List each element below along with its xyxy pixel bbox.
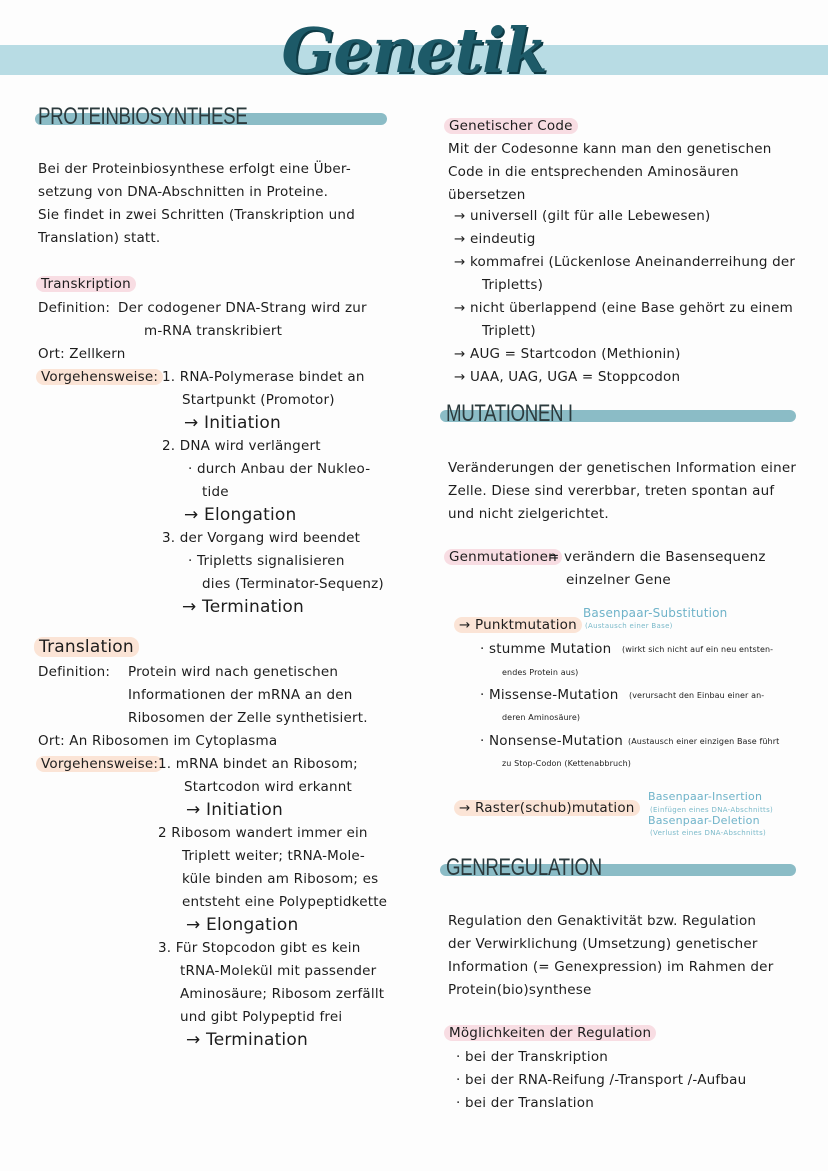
genmutationen-definition: = verändern die Basensequenz einzelner Gene [548,549,766,588]
stumme-note: (wirkt sich nicht auf ein neu entsten- [622,645,774,654]
vorgehensweise-label: Vorgehensweise: [36,366,163,389]
section-title-proteinbiosynthese: PROTEINBIOSYNTHESE [38,103,248,130]
intro-paragraph: Bei der Proteinbiosynthese erfolgt eine Über- setzung von DNA-Abschnitten in Proteine. Sie findet in zwei Schritten (Transkription und Translation) statt. [38,161,355,246]
mutation-text: Veränderungen der genetischen Information einer Zelle. Diese sind vererbbar, treten spontan auf und nicht zielgerichtet. [448,460,797,522]
genmutationen-label: Genmutationen [444,546,562,569]
code-properties-list: → universell (gilt für alle Lebewesen) → eindeutig → kommafrei (Lückenlose Aneinanderreihung der Tripletts) → nicht überlappend (eine Base gehört zu einem Triplett) → AUG = Startcodon (Methionin) → UAA, UAG, UGA = Stoppcodon [454,208,796,385]
missense-note-2: deren Aminosäure) [502,713,581,722]
transkription-steps: 1. RNA-Polymerase bindet an Startpunkt (Promotor) → Initiation 2. DNA wird verlängert · durch Anbau der Nukleo- tide → Elongation 3. der Vorgang wird beendet · Tripletts signalisieren dies (Terminator-Sequenz) → Termination [162,369,384,617]
vorgehensweise-label: Vorgehensweise: [36,753,163,776]
punktmutation-label: → Punktmutation [454,614,582,637]
nonsense-note: (Austausch einer einzigen Base führt [628,737,780,746]
nonsense-note-2: zu Stop-Codon (Kettenabbruch) [502,759,632,768]
nonsense-mutation: · Nonsense-Mutation [480,733,624,749]
deletion-note: Basenpaar-Deletion [648,814,760,827]
definition-label: Definition: [38,664,111,680]
deletion-subnote: (Verlust eines DNA-Abschnitts) [650,829,767,837]
translation-definition: Protein wird nach genetischen Informationen der mRNA an den Ribosomen der Zelle synthetisiert. [128,664,368,726]
stumme-mutation: · stumme Mutation [480,641,612,657]
missense-mutation: · Missense-Mutation [480,687,619,703]
section-title-genregulation: GENREGULATION [446,854,602,881]
genregulation-text: Regulation den Genaktivität bzw. Regulation der Verwirklichung (Umsetzung) genetischer Information (= Genexpression) im Rahmen der Protein(bio)synthese [448,913,774,998]
definition-label: Definition: [38,300,111,316]
stumme-note-2: endes Protein aus) [502,668,579,677]
rasterschubmutation-label: → Raster(schub)mutation [454,797,640,820]
page-title: Genetik [281,14,547,87]
insertion-subnote: (Einfügen eines DNA-Abschnitts) [650,806,774,814]
regulation-list: · bei der Transkription · bei der RNA-Reifung /-Transport /-Aufbau · bei der Translation [456,1049,747,1111]
transkription-definition: Der codogener DNA-Strang wird zur m-RNA transkribiert [118,300,367,339]
regulation-possibilities-label: Möglichkeiten der Regulation [444,1022,656,1045]
ort-text: Ort: An Ribosomen im Cytoplasma [38,733,278,749]
ort-text: Ort: Zellkern [38,346,126,362]
translation-label: Translation [34,636,139,659]
transkription-label: Transkription [36,273,136,296]
substitution-note: Basenpaar-Substitution [583,606,728,620]
translation-steps: 1. mRNA bindet an Ribosom; Startcodon wird erkannt → Initiation 2 Ribosom wandert immer ein Triplett weiter; tRNA-Mole- küle binden am Ribosom; es entsteht eine Polypeptidkette → Elongation 3. Für Stopcodon gibt es kein tRNA-Molekül mit passender Aminosäure; Ribosom zerfällt und gibt Polypeptid frei → Termination [158,756,388,1050]
code-text: Mit der Codesonne kann man den genetischen Code in die entsprechenden Aminosäuren übersetzen [448,141,772,203]
insertion-note: Basenpaar-Insertion [648,790,763,803]
section-title-mutationen: MUTATIONEN I [446,400,573,427]
substitution-subnote: (Austausch einer Base) [585,622,673,630]
missense-note: (verursacht den Einbau einer an- [629,691,765,700]
genetischer-code-label: Genetischer Code [444,115,578,138]
